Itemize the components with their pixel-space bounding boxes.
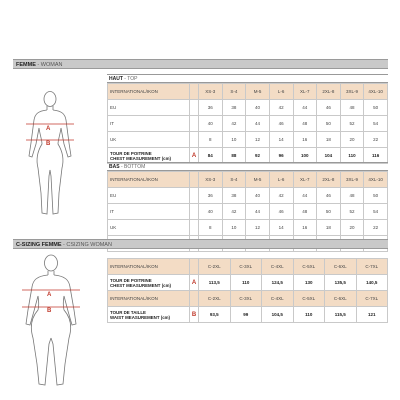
waist-measurement-row: TOUR DE TAILLE WAIST MEASUREMENT (cm) B 93,5 99 104,5 110 115,5 121 (108, 307, 388, 323)
chest-measurement-row: TOUR DE POITRINE CHEST MEASUREMENT (cm) A 84 88 92 96 100 104 110 116 (108, 148, 388, 164)
table-header-row: INTERNATIONAL/IKON C-2XL C-3XL C-4XL C-5XL C-6XL C-7XL (108, 291, 388, 307)
table-header-row: INTERNATIONAL/IKON XS-3 S-4 M-5 L-6 XL-7 2XL-8 3XL-9 4XL-10 (108, 84, 388, 100)
marker-b-label: B (46, 141, 51, 147)
table-header-row: INTERNATIONAL/IKON XS-3 S-4 M-5 L-6 XL-7 2XL-8 3XL-9 4XL-10 (108, 172, 388, 188)
haut-heading: HAUT - TOP (107, 74, 388, 83)
csizing-waist-table (107, 290, 388, 323)
table-header-row: INTERNATIONAL/IKON C-2XL C-3XL C-4XL C-5XL C-6XL C-7XL (108, 259, 388, 275)
table-row: UK 8 10 12 14 16 18 20 22 (108, 132, 388, 148)
table-row: IT 40 42 44 46 48 50 52 54 (108, 116, 388, 132)
csizing-section-bar: C-SIZING FEMME - CSIZING WOMAN (13, 239, 388, 249)
table-row: UK 8 10 12 14 16 18 20 22 (108, 220, 388, 236)
woman-figure (20, 88, 80, 223)
table-row: EU 36 38 40 42 44 46 48 50 (108, 100, 388, 116)
haut-size-table (107, 83, 388, 164)
curvy-woman-figure (18, 252, 84, 392)
marker-a-label: A (46, 126, 51, 132)
table-row: IT 40 42 44 46 48 50 52 54 (108, 204, 388, 220)
curvy-marker-a-label: A (47, 292, 52, 298)
csizing-chest-table-block (107, 258, 388, 291)
csizing-waist-table-block (107, 290, 388, 323)
woman-silhouette-icon (20, 88, 80, 223)
csizing-chest-table (107, 258, 388, 291)
table-row: EU 36 38 40 42 44 46 48 50 (108, 188, 388, 204)
chest-measurement-row: TOUR DE POITRINE CHEST MEASUREMENT (cm) A 113,5 110 124,5 130 135,5 140,5 (108, 275, 388, 291)
bas-heading: BAS - BOTTOM (107, 162, 388, 171)
haut-table-block (107, 74, 388, 164)
curvy-woman-silhouette-icon (18, 252, 84, 392)
femme-section-bar: FEMME - WOMAN (13, 59, 388, 69)
curvy-marker-b-label: B (47, 308, 52, 314)
